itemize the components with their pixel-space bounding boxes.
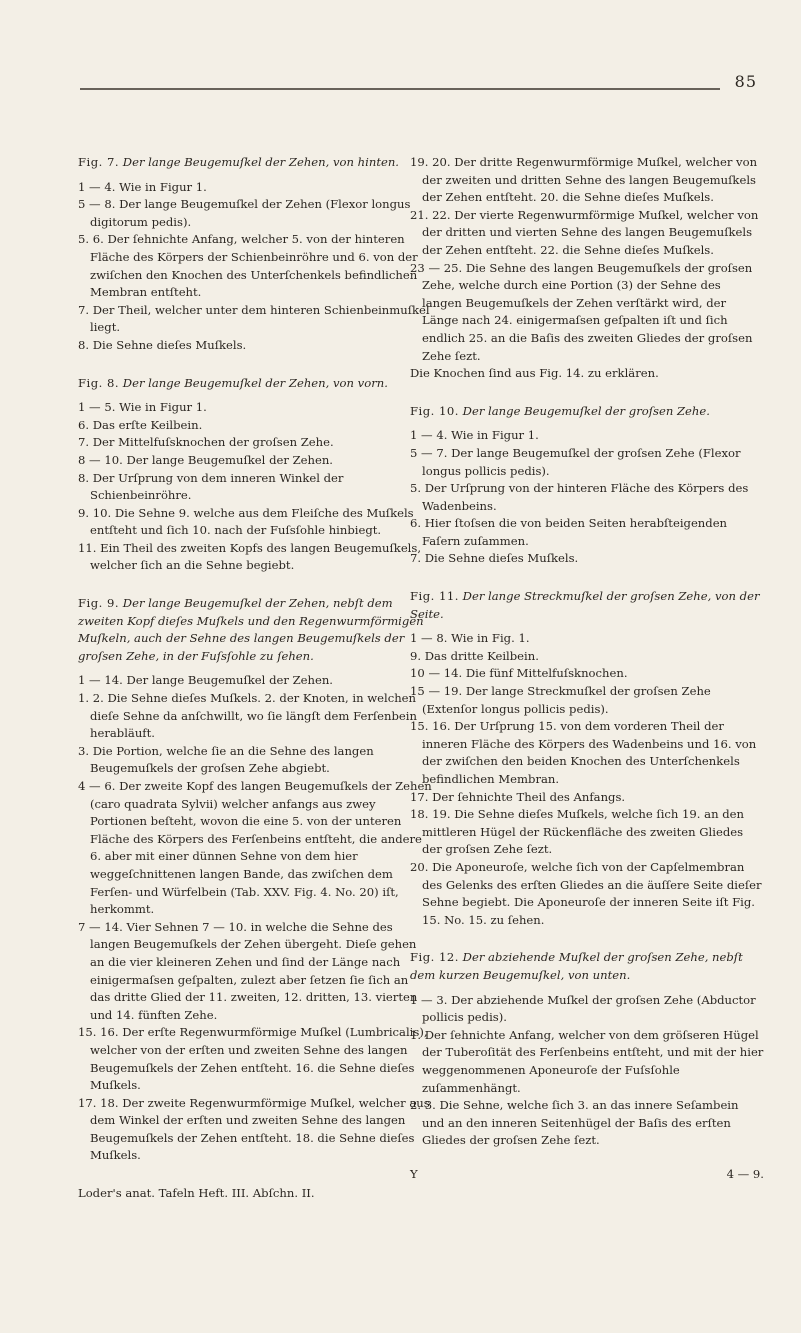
legend-item: 11. Ein Theil des zweiten Kopfs des langen Beugemuſkels, welcher ſich an die Sehne begiebt. — [78, 540, 422, 573]
figure-number: Fig. 10. — [410, 403, 459, 418]
figure-number: Fig. 7. — [78, 155, 120, 169]
legend-item: 8 — 10. Der lange Beugemuſkel der Zehen. — [78, 452, 333, 467]
legend-item: Die Knochen ſind aus Fig. 14. zu erklären. — [410, 366, 659, 381]
legend-item: 1 — 5. Wie in Figur 1. — [78, 400, 207, 415]
signature-mark: Y — [410, 1167, 418, 1181]
legend-item: 5 — 8. Der lange Beugemuſkel der Zehen (Flexor longus digitorum pedis). — [78, 197, 411, 229]
left-column — [78, 154, 432, 1214]
legend-item: 2. 3. Die Sehne, welche ſich 3. an das innere Seſambein und an den inneren Seitenhügel der Baſis des erſten Gliedes der groſsen Zehe ſezt. — [410, 1098, 739, 1148]
figure-section — [78, 154, 432, 355]
figure-caption: Der lange Streckmuſkel der groſsen Zehe, von der Seite. — [410, 589, 760, 621]
legend-item: 23 — 25. Die Sehne des langen Beugemuſkels der groſsen Zehe, welche durch eine Portion (3) der Sehne des langen Beugemuſkels der Zehen verſtärkt wird, der Länge nach 24. einigermaſsen geſpalten iſt und ſich endlich 25. an die Baſis des zweiten Gliedes der groſsen Zehe ſezt. — [410, 260, 753, 363]
legend-item: 4 — 6. Der zweite Kopf des langen Beugemuſkels der Zehen (caro quadrata Sylvii) welcher anfangs aus zwey Portionen beſteht, wovon die eine 5. von der unteren Fläche des Körpers des Ferſenbeins entſteht, die andere 6. aber mit einer dünnen Sehne von dem hier weggeſchnittenen langen Bande, das zwiſchen dem Ferſen- und Würfelbein (Tab. XXV. Fig. 4. No. 20) iſt, herkommt. — [78, 779, 432, 917]
figure-section — [410, 588, 764, 929]
legend-item: 15 — 19. Der lange Streckmuſkel der groſsen Zehe (Extenſor longus pollicis pedis). — [410, 684, 711, 716]
legend-item: 10 — 14. Die fünf Mittelfuſsknochen. — [410, 666, 628, 681]
figure-number: Fig. 12. — [410, 950, 459, 965]
figure-section — [78, 375, 432, 576]
legend-item: 7 — 14. Vier Sehnen 7 — 10. in welche die Sehne des langen Beugemuſkels der Zehen übergeht. Dieſe gehen an die vier kleineren Zehen und ſind der Länge nach einigermaſsen geſpalten, zulezt aber ſetzen ſie ſich an das dritte Glied der 11. zweiten, 12. dritten, 13. vierten und 14. fünften Zehe. — [78, 919, 418, 1022]
legend-item: 1 — 4. Wie in Figur 1. — [410, 428, 539, 443]
legend-item: 20. Die Aponeuroſe, welche ſich von der Capſelmembran des Gelenks des erſten Gliedes an die äuſſere Seite dieſer Sehne begiebt. Die Aponeuroſe der inneren Seite iſt Fig. 15. No. 15. zu ſehen. — [410, 859, 762, 927]
legend-item: 5. Der Urſprung von der hinteren Fläche des Körpers des Wadenbeins. — [410, 481, 749, 513]
figure-caption: Der lange Beugemuſkel der Zehen, von hinten. — [122, 155, 399, 169]
legend-item: 15. 16. Der Urſprung 15. von dem vorderen Theil der inneren Fläche des Körpers des Wadenbeins und 16. von der zwiſchen den beiden Knochen des Unterſchenkels befindlichen Membran. — [410, 719, 757, 786]
right-column — [410, 154, 764, 1170]
legend-item: 7. Der Mittelfuſsknochen der groſsen Zehe. — [78, 435, 334, 450]
figure-title — [410, 403, 764, 421]
legend-item: 6. Das erſte Keilbein. — [78, 417, 203, 432]
figure-caption: Der lange Beugemuſkel der Zehen, von vorn. — [122, 375, 388, 390]
legend-item: 1 — 3. Der abziehende Muſkel der groſsen Zehe (Abductor pollicis pedis). — [410, 992, 756, 1025]
figure-title — [410, 588, 764, 623]
legend-item: 19. 20. Der dritte Regenwurmförmige Muſkel, welcher von der zweiten und dritten Sehne des langen Beugemuſkels der Zehen entſteht. 20. die Sehne dieſes Muſkels. — [410, 155, 758, 205]
legend-item: 3. Die Portion, welche ſie an die Sehne des langen Beugemuſkels der groſsen Zehe abgiebt. — [78, 743, 374, 776]
figure-section — [410, 403, 764, 568]
figure-caption: Der abziehende Muſkel der groſsen Zehe, nebſt dem kurzen Beugemuſkel, von unten. — [410, 950, 743, 982]
legend-item: 1. 2. Die Sehne dieſes Muſkels. 2. der Knoten, in welchen dieſe Sehne da anſchwillt, wo ſie längſt dem Ferſenbein herabläuft. — [78, 691, 417, 741]
source-footer: Loder's anat. Tafeln Heft. III. Abſchn. II. — [78, 1186, 315, 1201]
legend-item: 1. Der ſehnichte Anfang, welcher von dem gröſseren Hügel der Tuberoſität des Ferſenbeins entſteht, und mit der hier weggenommenen Aponeuroſe der Fuſsſohle zuſammenhängt. — [410, 1027, 764, 1095]
legend-item: 21. 22. Der vierte Regenwurmförmige Muſkel, welcher von der dritten und vierten Sehne des langen Beugemuſkels der Zehen entſteht. 22. die Sehne dieſes Muſkels. — [410, 207, 759, 257]
signature-line — [410, 1167, 764, 1181]
figure-number: Fig. 8. — [78, 375, 120, 390]
header-rule — [80, 88, 720, 90]
legend-item: 7. Der Theil, welcher unter dem hinteren Schienbeinmuſkel liegt. — [78, 302, 430, 335]
figure-section — [410, 154, 764, 383]
legend-item: 5. 6. Der ſehnichte Anfang, welcher 5. von der hinteren Fläche des Körpers der Schienbeinröhre und 6. von der zwiſchen den Knochen des Unterſchenkels befindlichen Membran entſteht. — [78, 232, 418, 300]
legend-item: 1 — 4. Wie in Figur 1. — [78, 179, 207, 194]
legend-item: 17. Der ſehnichte Theil des Anfangs. — [410, 789, 626, 804]
figure-title — [410, 949, 764, 984]
legend-item: 18. 19. Die Sehne dieſes Muſkels, welche ſich 19. an den mittleren Hügel der Rückenfläche des zweiten Gliedes der groſsen Zehe ſezt. — [410, 807, 744, 857]
legend-item: 1 — 8. Wie in Fig. 1. — [410, 631, 530, 646]
legend-item: 8. Die Sehne dieſes Muſkels. — [78, 337, 247, 352]
figure-section — [410, 949, 764, 1150]
legend-item: 9. 10. Die Sehne 9. welche aus dem Fleiſche des Muſkels entſteht und ſich 10. nach der Fuſsſohle hinbiegt. — [78, 505, 414, 538]
page-number: 85 — [734, 72, 757, 91]
figure-title — [78, 154, 432, 172]
figure-caption: Der lange Beugemuſkel der Zehen, nebſt dem zweiten Kopf dieſes Muſkels und den Regenwurmförmigen Muſkeln, auch der Sehne des langen Beugemuſkels der groſsen Zehe, in der Fuſsſohle zu ſehen. — [78, 596, 424, 663]
figure-number: Fig. 11. — [410, 589, 459, 604]
legend-item: 8. Der Urſprung von dem inneren Winkel der Schienbeinröhre. — [78, 470, 344, 503]
legend-item: 7. Die Sehne dieſes Muſkels. — [410, 551, 579, 566]
catchword: 4 — 9. — [726, 1167, 764, 1181]
legend-item: 17. 18. Der zweite Regenwurmförmige Muſkel, welcher aus dem Winkel der erſten und zweiten Sehne des langen Beugemuſkels der Zehen entſteht. 18. die Sehne dieſes Muſkels. — [78, 1095, 430, 1163]
legend-item: 1 — 14. Der lange Beugemuſkel der Zehen. — [78, 673, 333, 688]
figure-title — [78, 595, 432, 665]
legend-item: 15. 16. Der erſte Regenwurmförmige Muſkel (Lumbricalis), welcher von der erſten und zweiten Sehne des langen Beugemuſkels der Zehen entſteht. 16. die Sehne dieſes Muſkels. — [78, 1025, 428, 1093]
figure-section — [78, 595, 432, 1165]
figure-caption: Der lange Beugemuſkel der groſsen Zehe. — [462, 403, 710, 418]
legend-item: 5 — 7. Der lange Beugemuſkel der groſsen Zehe (Flexor longus pollicis pedis). — [410, 445, 741, 478]
legend-item: 9. Das dritte Keilbein. — [410, 648, 539, 663]
figure-title — [78, 375, 432, 393]
legend-item: 6. Hier ſtoſsen die von beiden Seiten herabſteigenden Faſern zuſammen. — [410, 516, 728, 548]
figure-number: Fig. 9. — [78, 596, 120, 611]
